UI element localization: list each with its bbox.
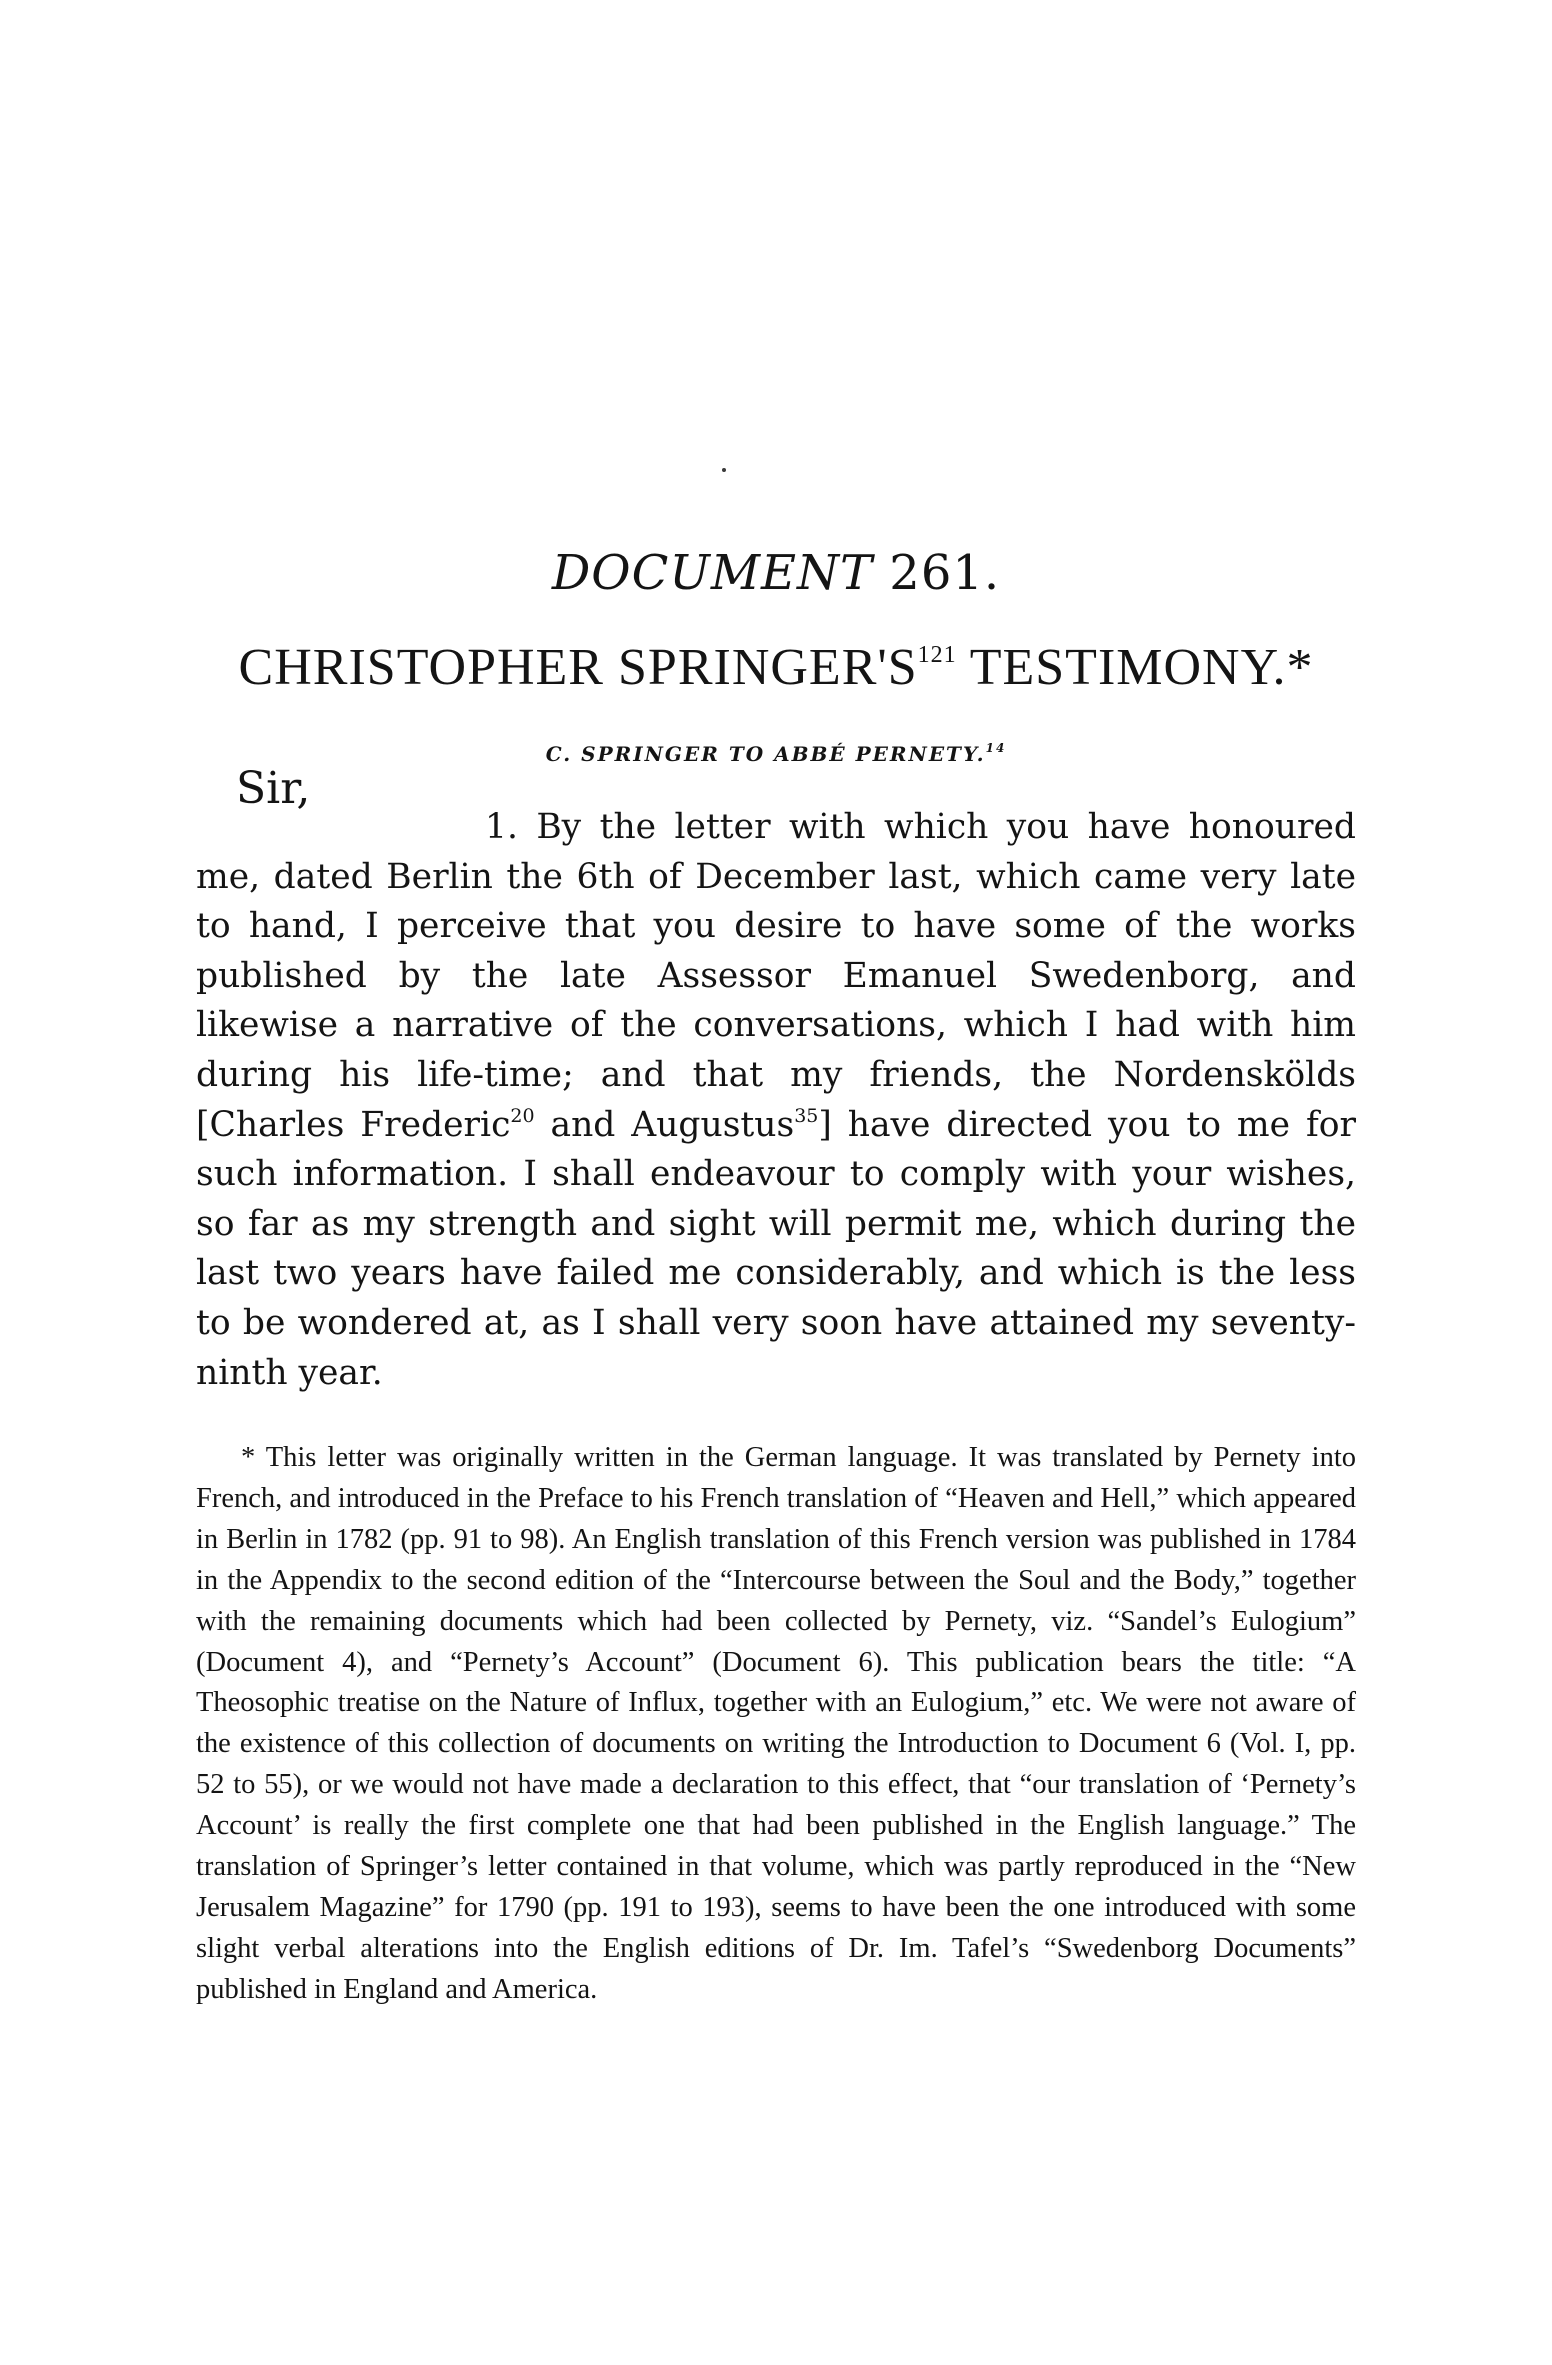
addressee-reference-number: 14 xyxy=(985,741,1007,755)
document-label: DOCUMENT xyxy=(551,545,874,601)
document-heading xyxy=(0,545,1552,601)
document-number: 261. xyxy=(889,545,1001,601)
reference-number-augustus: 35 xyxy=(794,1104,819,1127)
scan-speck xyxy=(722,468,726,472)
paragraph-text-part-1: 1. By the letter with which you have honoured me, dated Berlin the 6th of December last, which came very late to hand, I perceive that you desire to have some of the works published by the late Assessor Emanuel Swedenborg, and likewise a narrative of the conversations, which I had with him during his life-time; and that my friends, the Nordenskölds [Charles Frederic xyxy=(196,807,1356,1145)
title-text-rest: TESTIMONY.* xyxy=(956,639,1314,696)
title-text: CHRISTOPHER SPRINGER'S xyxy=(238,639,918,696)
reference-number-charles-frederic: 20 xyxy=(510,1104,535,1127)
addressee-text: C. SPRINGER TO ABBÉ PERNETY. xyxy=(545,742,986,766)
footnote: * This letter was originally written in the German language. It was translated by Pernety into French, and introduced in the Preface to his French translation of “Heaven and Hell,” which appeared in Berlin in 1782 (pp. 91 to 98). An English translation of this French version was published in 1784 in the Appendix to the second edition of the “Intercourse between the Soul and the Body,” together with the remaining documents which had been collected by Pernety, viz. “Sandel’s Eulogium” (Document 4), and “Pernety’s Account” (Document 6). This publication bears the title: “A Theosophic treatise on the Nature of Influx, together with an Eulogium,” etc. We were not aware of the existence of this collection of documents on writing the Introduction to Document 6 (Vol. I, pp. 52 to 55), or we would not have made a declaration to this effect, that “our translation of ‘Pernety’s Account’ is really the first complete one that had been published in the English language.” The translation of Springer’s letter contained in that volume, which was partly reproduced in the “New Jerusalem Magazine” for 1790 (pp. 191 to 193), seems to have been the one introduced with some slight verbal alterations into the English editions of Dr. Im. Tafel’s “Swedenborg Documents” published in England and America. xyxy=(196,1442,1356,2005)
title-reference-number: 121 xyxy=(917,642,957,668)
paragraph-text-part-2: and Augustus xyxy=(534,1104,795,1145)
letter-paragraph xyxy=(196,803,1356,1398)
paragraph-text-part-3: ] have directed you to me for such information. I shall endeavour to comply with your wishes, so far as my strength and sight will permit me, which during the last two years have failed me considerably, and which is the less to be wondered at, as I shall very soon have attained my seventy-ninth year. xyxy=(196,1104,1356,1393)
salutation: Sir, xyxy=(236,763,311,814)
testimony-title xyxy=(0,638,1552,697)
letter-addressee xyxy=(0,742,1552,766)
